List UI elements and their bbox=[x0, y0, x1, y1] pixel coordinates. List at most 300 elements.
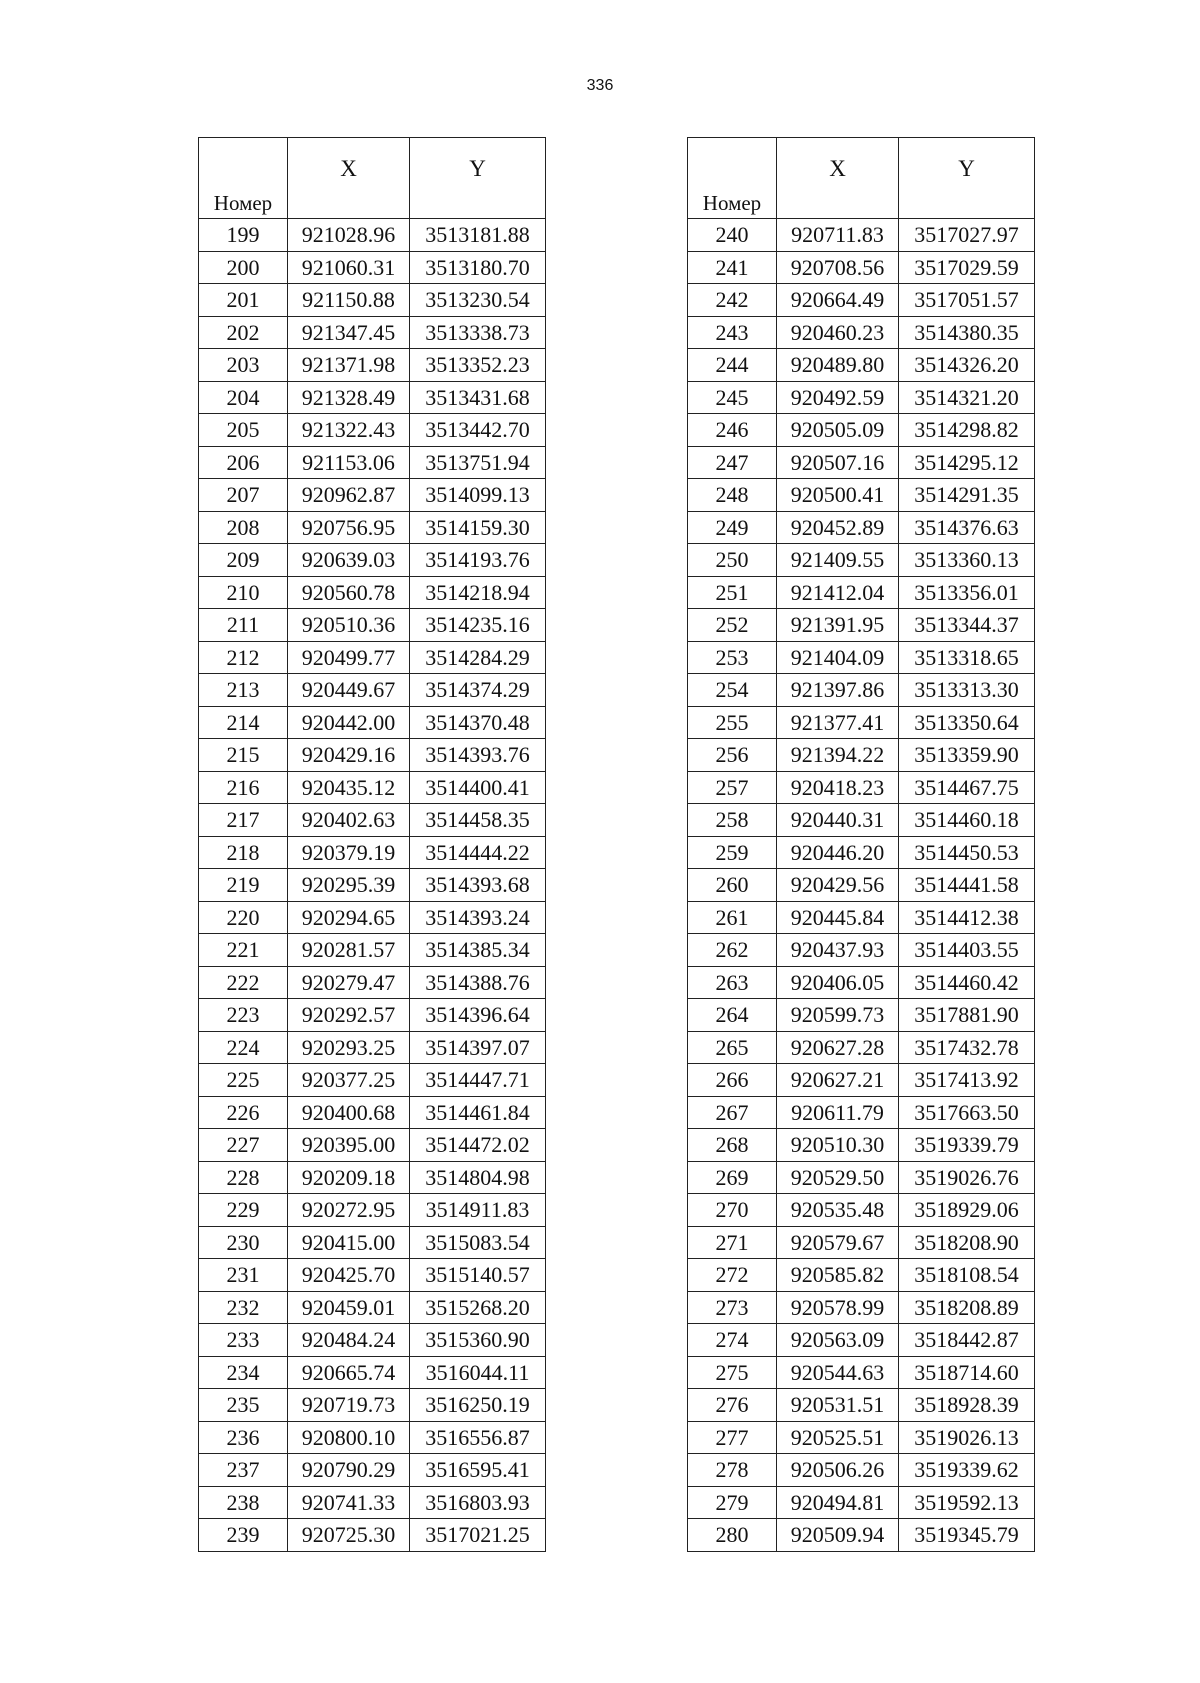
cell-y: 3515268.20 bbox=[410, 1291, 546, 1324]
table-row bbox=[688, 1031, 1035, 1064]
cell-x: 920962.87 bbox=[288, 479, 410, 512]
table-row bbox=[199, 1486, 546, 1519]
table-row bbox=[199, 836, 546, 869]
cell-x: 920209.18 bbox=[288, 1161, 410, 1194]
cell-y: 3519026.76 bbox=[899, 1161, 1035, 1194]
cell-number: 265 bbox=[688, 1031, 777, 1064]
cell-number: 201 bbox=[199, 284, 288, 317]
cell-number: 215 bbox=[199, 739, 288, 772]
cell-number: 278 bbox=[688, 1454, 777, 1487]
table-row bbox=[199, 609, 546, 642]
cell-x: 920295.39 bbox=[288, 869, 410, 902]
cell-x: 920292.57 bbox=[288, 999, 410, 1032]
cell-x: 920510.36 bbox=[288, 609, 410, 642]
cell-x: 920509.94 bbox=[777, 1519, 899, 1552]
cell-x: 920402.63 bbox=[288, 804, 410, 837]
cell-y: 3514385.34 bbox=[410, 934, 546, 967]
cell-y: 3513352.23 bbox=[410, 349, 546, 382]
table-row bbox=[688, 836, 1035, 869]
cell-number: 237 bbox=[199, 1454, 288, 1487]
cell-y: 3514380.35 bbox=[899, 316, 1035, 349]
cell-number: 225 bbox=[199, 1064, 288, 1097]
table-row bbox=[199, 414, 546, 447]
cell-y: 3514295.12 bbox=[899, 446, 1035, 479]
cell-number: 222 bbox=[199, 966, 288, 999]
table-row bbox=[688, 1519, 1035, 1552]
cell-number: 200 bbox=[199, 251, 288, 284]
cell-x: 920460.23 bbox=[777, 316, 899, 349]
table-row bbox=[199, 1226, 546, 1259]
cell-number: 236 bbox=[199, 1421, 288, 1454]
table-row bbox=[199, 966, 546, 999]
table-row bbox=[199, 1096, 546, 1129]
cell-x: 921409.55 bbox=[777, 544, 899, 577]
cell-x: 920506.26 bbox=[777, 1454, 899, 1487]
cell-x: 920400.68 bbox=[288, 1096, 410, 1129]
cell-number: 218 bbox=[199, 836, 288, 869]
table-row bbox=[199, 479, 546, 512]
table-row bbox=[688, 1161, 1035, 1194]
cell-y: 3513359.90 bbox=[899, 739, 1035, 772]
cell-number: 228 bbox=[199, 1161, 288, 1194]
table-row bbox=[199, 1064, 546, 1097]
cell-y: 3514291.35 bbox=[899, 479, 1035, 512]
table-row bbox=[688, 219, 1035, 252]
cell-number: 212 bbox=[199, 641, 288, 674]
cell-number: 259 bbox=[688, 836, 777, 869]
header-x: X bbox=[288, 138, 410, 219]
cell-y: 3514472.02 bbox=[410, 1129, 546, 1162]
table-row bbox=[199, 1031, 546, 1064]
cell-y: 3517029.59 bbox=[899, 251, 1035, 284]
table-row bbox=[688, 1129, 1035, 1162]
cell-x: 920711.83 bbox=[777, 219, 899, 252]
cell-number: 230 bbox=[199, 1226, 288, 1259]
table-row bbox=[688, 1486, 1035, 1519]
table-row bbox=[688, 1389, 1035, 1422]
cell-x: 920639.03 bbox=[288, 544, 410, 577]
cell-number: 266 bbox=[688, 1064, 777, 1097]
cell-number: 213 bbox=[199, 674, 288, 707]
table-row bbox=[199, 1194, 546, 1227]
cell-number: 273 bbox=[688, 1291, 777, 1324]
cell-y: 3514450.53 bbox=[899, 836, 1035, 869]
table-row bbox=[688, 1096, 1035, 1129]
table-row bbox=[199, 349, 546, 382]
table-row bbox=[199, 739, 546, 772]
cell-y: 3514326.20 bbox=[899, 349, 1035, 382]
cell-x: 920725.30 bbox=[288, 1519, 410, 1552]
cell-y: 3514284.29 bbox=[410, 641, 546, 674]
cell-number: 220 bbox=[199, 901, 288, 934]
cell-number: 224 bbox=[199, 1031, 288, 1064]
cell-number: 255 bbox=[688, 706, 777, 739]
table-row bbox=[199, 1454, 546, 1487]
cell-number: 226 bbox=[199, 1096, 288, 1129]
table-row bbox=[199, 1259, 546, 1292]
cell-x: 920406.05 bbox=[777, 966, 899, 999]
cell-y: 3514911.83 bbox=[410, 1194, 546, 1227]
cell-x: 920377.25 bbox=[288, 1064, 410, 1097]
cell-number: 245 bbox=[688, 381, 777, 414]
header-x: X bbox=[777, 138, 899, 219]
cell-x: 920599.73 bbox=[777, 999, 899, 1032]
cell-x: 920499.77 bbox=[288, 641, 410, 674]
header-row bbox=[688, 138, 1035, 219]
table-row bbox=[199, 934, 546, 967]
coordinates-table-left bbox=[198, 137, 546, 1552]
table-row bbox=[199, 1129, 546, 1162]
cell-y: 3517413.92 bbox=[899, 1064, 1035, 1097]
cell-x: 920440.31 bbox=[777, 804, 899, 837]
cell-number: 207 bbox=[199, 479, 288, 512]
cell-number: 267 bbox=[688, 1096, 777, 1129]
table-row bbox=[688, 609, 1035, 642]
cell-y: 3515083.54 bbox=[410, 1226, 546, 1259]
cell-x: 920452.89 bbox=[777, 511, 899, 544]
cell-y: 3514444.22 bbox=[410, 836, 546, 869]
cell-x: 920429.56 bbox=[777, 869, 899, 902]
cell-x: 920492.59 bbox=[777, 381, 899, 414]
cell-number: 268 bbox=[688, 1129, 777, 1162]
cell-number: 209 bbox=[199, 544, 288, 577]
cell-y: 3517432.78 bbox=[899, 1031, 1035, 1064]
table-row bbox=[199, 674, 546, 707]
cell-number: 205 bbox=[199, 414, 288, 447]
cell-x: 920484.24 bbox=[288, 1324, 410, 1357]
table-row bbox=[688, 1324, 1035, 1357]
cell-number: 214 bbox=[199, 706, 288, 739]
cell-x: 921150.88 bbox=[288, 284, 410, 317]
cell-number: 233 bbox=[199, 1324, 288, 1357]
table-row bbox=[199, 1356, 546, 1389]
cell-x: 920529.50 bbox=[777, 1161, 899, 1194]
cell-x: 920627.28 bbox=[777, 1031, 899, 1064]
cell-x: 920429.16 bbox=[288, 739, 410, 772]
cell-number: 249 bbox=[688, 511, 777, 544]
cell-y: 3513181.88 bbox=[410, 219, 546, 252]
cell-number: 217 bbox=[199, 804, 288, 837]
cell-x: 921060.31 bbox=[288, 251, 410, 284]
cell-number: 208 bbox=[199, 511, 288, 544]
cell-x: 921394.22 bbox=[777, 739, 899, 772]
cell-x: 920563.09 bbox=[777, 1324, 899, 1357]
cell-x: 921153.06 bbox=[288, 446, 410, 479]
cell-x: 920425.70 bbox=[288, 1259, 410, 1292]
table-row bbox=[199, 284, 546, 317]
cell-x: 920525.51 bbox=[777, 1421, 899, 1454]
cell-y: 3514388.76 bbox=[410, 966, 546, 999]
cell-x: 920611.79 bbox=[777, 1096, 899, 1129]
table-row bbox=[199, 251, 546, 284]
cell-x: 920535.48 bbox=[777, 1194, 899, 1227]
cell-x: 920585.82 bbox=[777, 1259, 899, 1292]
cell-y: 3515140.57 bbox=[410, 1259, 546, 1292]
cell-number: 199 bbox=[199, 219, 288, 252]
cell-number: 252 bbox=[688, 609, 777, 642]
cell-y: 3514376.63 bbox=[899, 511, 1035, 544]
table-row bbox=[688, 576, 1035, 609]
cell-x: 920445.84 bbox=[777, 901, 899, 934]
table-row bbox=[199, 576, 546, 609]
table-row bbox=[199, 706, 546, 739]
cell-number: 244 bbox=[688, 349, 777, 382]
cell-y: 3514804.98 bbox=[410, 1161, 546, 1194]
cell-y: 3518929.06 bbox=[899, 1194, 1035, 1227]
table-row bbox=[199, 1161, 546, 1194]
table-row bbox=[688, 446, 1035, 479]
cell-x: 921412.04 bbox=[777, 576, 899, 609]
table-row bbox=[688, 349, 1035, 382]
cell-y: 3514397.07 bbox=[410, 1031, 546, 1064]
cell-y: 3513360.13 bbox=[899, 544, 1035, 577]
table-row bbox=[688, 1356, 1035, 1389]
cell-number: 247 bbox=[688, 446, 777, 479]
table-row bbox=[199, 641, 546, 674]
table-row bbox=[688, 739, 1035, 772]
cell-number: 238 bbox=[199, 1486, 288, 1519]
cell-y: 3517881.90 bbox=[899, 999, 1035, 1032]
cell-y: 3519592.13 bbox=[899, 1486, 1035, 1519]
cell-number: 242 bbox=[688, 284, 777, 317]
table-row bbox=[688, 1454, 1035, 1487]
cell-number: 232 bbox=[199, 1291, 288, 1324]
cell-y: 3514393.24 bbox=[410, 901, 546, 934]
cell-number: 239 bbox=[199, 1519, 288, 1552]
cell-y: 3516556.87 bbox=[410, 1421, 546, 1454]
cell-number: 229 bbox=[199, 1194, 288, 1227]
cell-number: 223 bbox=[199, 999, 288, 1032]
table-row bbox=[688, 544, 1035, 577]
table-row bbox=[199, 869, 546, 902]
table-row bbox=[688, 316, 1035, 349]
cell-number: 241 bbox=[688, 251, 777, 284]
table-row bbox=[688, 901, 1035, 934]
cell-x: 920664.49 bbox=[777, 284, 899, 317]
cell-y: 3513350.64 bbox=[899, 706, 1035, 739]
cell-x: 921371.98 bbox=[288, 349, 410, 382]
cell-x: 920293.25 bbox=[288, 1031, 410, 1064]
cell-y: 3514193.76 bbox=[410, 544, 546, 577]
header-number: Номер bbox=[199, 138, 288, 219]
cell-y: 3514467.75 bbox=[899, 771, 1035, 804]
cell-y: 3513751.94 bbox=[410, 446, 546, 479]
cell-number: 227 bbox=[199, 1129, 288, 1162]
table-row bbox=[199, 219, 546, 252]
cell-y: 3518208.90 bbox=[899, 1226, 1035, 1259]
cell-number: 211 bbox=[199, 609, 288, 642]
cell-number: 251 bbox=[688, 576, 777, 609]
cell-x: 920449.67 bbox=[288, 674, 410, 707]
header-number: Номер bbox=[688, 138, 777, 219]
cell-x: 920294.65 bbox=[288, 901, 410, 934]
cell-number: 272 bbox=[688, 1259, 777, 1292]
header-y: Y bbox=[899, 138, 1035, 219]
cell-y: 3514298.82 bbox=[899, 414, 1035, 447]
cell-number: 280 bbox=[688, 1519, 777, 1552]
cell-y: 3513442.70 bbox=[410, 414, 546, 447]
cell-number: 261 bbox=[688, 901, 777, 934]
cell-y: 3514403.55 bbox=[899, 934, 1035, 967]
table-row bbox=[688, 479, 1035, 512]
cell-x: 920279.47 bbox=[288, 966, 410, 999]
table-row bbox=[688, 966, 1035, 999]
cell-y: 3518714.60 bbox=[899, 1356, 1035, 1389]
cell-x: 920756.95 bbox=[288, 511, 410, 544]
cell-x: 921328.49 bbox=[288, 381, 410, 414]
cell-y: 3513313.30 bbox=[899, 674, 1035, 707]
cell-x: 920560.78 bbox=[288, 576, 410, 609]
table-row bbox=[199, 544, 546, 577]
table-row bbox=[688, 1194, 1035, 1227]
cell-x: 921028.96 bbox=[288, 219, 410, 252]
cell-number: 234 bbox=[199, 1356, 288, 1389]
table-row bbox=[688, 804, 1035, 837]
page-number: 336 bbox=[586, 77, 614, 94]
cell-number: 264 bbox=[688, 999, 777, 1032]
cell-x: 920578.99 bbox=[777, 1291, 899, 1324]
cell-y: 3513318.65 bbox=[899, 641, 1035, 674]
table-row bbox=[199, 771, 546, 804]
cell-x: 920800.10 bbox=[288, 1421, 410, 1454]
cell-y: 3514458.35 bbox=[410, 804, 546, 837]
cell-number: 279 bbox=[688, 1486, 777, 1519]
cell-x: 920708.56 bbox=[777, 251, 899, 284]
cell-x: 920531.51 bbox=[777, 1389, 899, 1422]
cell-x: 920446.20 bbox=[777, 836, 899, 869]
table-row bbox=[688, 934, 1035, 967]
cell-number: 276 bbox=[688, 1389, 777, 1422]
cell-y: 3519345.79 bbox=[899, 1519, 1035, 1552]
table-row bbox=[199, 901, 546, 934]
cell-number: 216 bbox=[199, 771, 288, 804]
cell-y: 3516250.19 bbox=[410, 1389, 546, 1422]
table-row bbox=[688, 1291, 1035, 1324]
table-row bbox=[199, 999, 546, 1032]
table-row bbox=[688, 706, 1035, 739]
cell-y: 3518108.54 bbox=[899, 1259, 1035, 1292]
cell-y: 3516803.93 bbox=[410, 1486, 546, 1519]
cell-x: 920395.00 bbox=[288, 1129, 410, 1162]
table-row bbox=[199, 1389, 546, 1422]
table-row bbox=[688, 414, 1035, 447]
cell-x: 921347.45 bbox=[288, 316, 410, 349]
cell-x: 920415.00 bbox=[288, 1226, 410, 1259]
cell-number: 257 bbox=[688, 771, 777, 804]
table-row bbox=[199, 446, 546, 479]
cell-y: 3513356.01 bbox=[899, 576, 1035, 609]
table-row bbox=[688, 999, 1035, 1032]
cell-x: 920544.63 bbox=[777, 1356, 899, 1389]
table-row bbox=[688, 771, 1035, 804]
cell-y: 3519339.62 bbox=[899, 1454, 1035, 1487]
cell-number: 231 bbox=[199, 1259, 288, 1292]
table-row bbox=[688, 1226, 1035, 1259]
cell-number: 250 bbox=[688, 544, 777, 577]
cell-number: 202 bbox=[199, 316, 288, 349]
table-row bbox=[688, 641, 1035, 674]
cell-y: 3514461.84 bbox=[410, 1096, 546, 1129]
cell-number: 248 bbox=[688, 479, 777, 512]
cell-x: 920437.93 bbox=[777, 934, 899, 967]
cell-x: 920579.67 bbox=[777, 1226, 899, 1259]
cell-number: 203 bbox=[199, 349, 288, 382]
cell-y: 3516044.11 bbox=[410, 1356, 546, 1389]
cell-number: 240 bbox=[688, 219, 777, 252]
table-row bbox=[199, 1291, 546, 1324]
coordinates-table-right bbox=[687, 137, 1035, 1552]
cell-x: 920719.73 bbox=[288, 1389, 410, 1422]
cell-y: 3517051.57 bbox=[899, 284, 1035, 317]
cell-number: 204 bbox=[199, 381, 288, 414]
table-row bbox=[199, 1421, 546, 1454]
table-row bbox=[688, 674, 1035, 707]
cell-x: 921377.41 bbox=[777, 706, 899, 739]
cell-y: 3514374.29 bbox=[410, 674, 546, 707]
cell-y: 3513230.54 bbox=[410, 284, 546, 317]
cell-number: 274 bbox=[688, 1324, 777, 1357]
table-row bbox=[688, 511, 1035, 544]
cell-number: 219 bbox=[199, 869, 288, 902]
cell-y: 3514447.71 bbox=[410, 1064, 546, 1097]
cell-y: 3519339.79 bbox=[899, 1129, 1035, 1162]
cell-number: 275 bbox=[688, 1356, 777, 1389]
cell-number: 270 bbox=[688, 1194, 777, 1227]
cell-x: 920379.19 bbox=[288, 836, 410, 869]
cell-x: 920500.41 bbox=[777, 479, 899, 512]
cell-x: 921404.09 bbox=[777, 641, 899, 674]
table-row bbox=[199, 316, 546, 349]
cell-y: 3513431.68 bbox=[410, 381, 546, 414]
table-row bbox=[688, 1421, 1035, 1454]
cell-x: 920281.57 bbox=[288, 934, 410, 967]
cell-number: 256 bbox=[688, 739, 777, 772]
cell-y: 3515360.90 bbox=[410, 1324, 546, 1357]
cell-x: 921391.95 bbox=[777, 609, 899, 642]
cell-x: 920494.81 bbox=[777, 1486, 899, 1519]
cell-number: 254 bbox=[688, 674, 777, 707]
cell-number: 221 bbox=[199, 934, 288, 967]
cell-number: 271 bbox=[688, 1226, 777, 1259]
table-row bbox=[688, 1259, 1035, 1292]
table-row bbox=[688, 1064, 1035, 1097]
cell-y: 3514159.30 bbox=[410, 511, 546, 544]
cell-number: 258 bbox=[688, 804, 777, 837]
cell-x: 920272.95 bbox=[288, 1194, 410, 1227]
cell-x: 920790.29 bbox=[288, 1454, 410, 1487]
table-row bbox=[688, 284, 1035, 317]
cell-number: 253 bbox=[688, 641, 777, 674]
cell-y: 3514218.94 bbox=[410, 576, 546, 609]
cell-number: 260 bbox=[688, 869, 777, 902]
cell-x: 920505.09 bbox=[777, 414, 899, 447]
cell-x: 920665.74 bbox=[288, 1356, 410, 1389]
cell-number: 262 bbox=[688, 934, 777, 967]
cell-number: 263 bbox=[688, 966, 777, 999]
cell-y: 3514441.58 bbox=[899, 869, 1035, 902]
cell-y: 3514460.18 bbox=[899, 804, 1035, 837]
table-row bbox=[688, 869, 1035, 902]
cell-number: 269 bbox=[688, 1161, 777, 1194]
table-row bbox=[199, 1324, 546, 1357]
cell-number: 246 bbox=[688, 414, 777, 447]
cell-y: 3516595.41 bbox=[410, 1454, 546, 1487]
cell-x: 921397.86 bbox=[777, 674, 899, 707]
cell-y: 3517021.25 bbox=[410, 1519, 546, 1552]
cell-y: 3517663.50 bbox=[899, 1096, 1035, 1129]
cell-y: 3518208.89 bbox=[899, 1291, 1035, 1324]
cell-y: 3514396.64 bbox=[410, 999, 546, 1032]
